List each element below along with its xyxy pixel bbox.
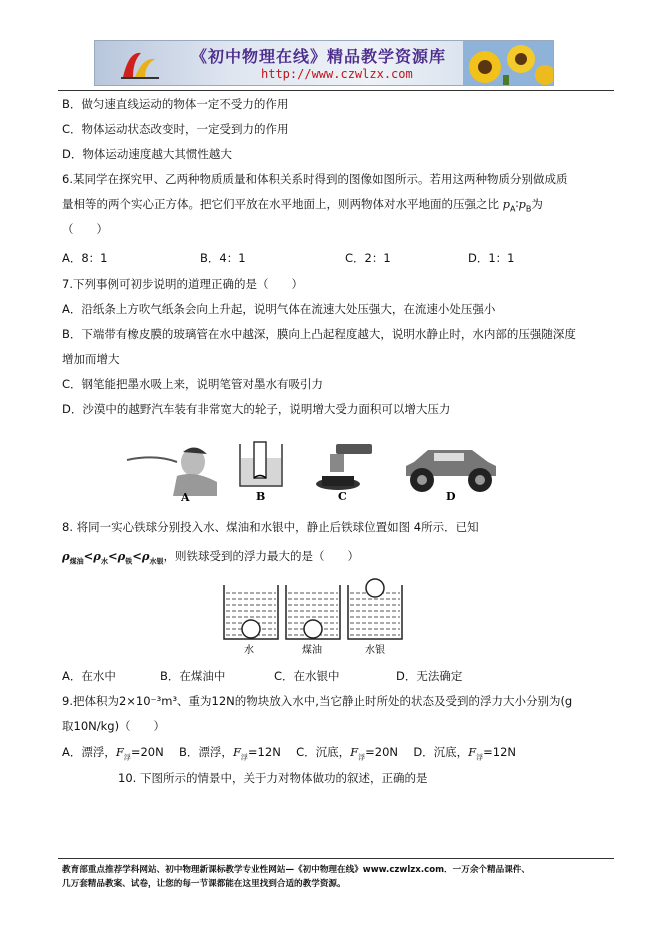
q7-figure-label-a: A <box>181 491 190 502</box>
q9-f-d: F <box>468 745 477 759</box>
beaker-label-water: 水 <box>244 645 254 656</box>
q8-sub-mercury: 水银 <box>149 557 164 566</box>
q8-rho-2: ρ <box>93 549 101 563</box>
banner-url: http://www.czwlzx.com <box>261 67 413 81</box>
q9-f-b: F <box>232 745 241 759</box>
beaker-kerosene <box>286 585 340 656</box>
q7-figure-label-c: C <box>338 490 347 502</box>
beaker-water <box>224 585 278 656</box>
q6-stem-line1: 6.某同学在探究甲、乙两种物质质量和体积关系时得到的图像如图所示。若用这两种物质分别做成质 <box>62 172 568 186</box>
q7-option-b-line1: B．下端带有橡皮膜的玻璃管在水中越深，膜向上凸起程度越大，说明水静止时，水内部的压强随深度 <box>62 327 576 341</box>
q8-sub-water: 水 <box>100 557 108 566</box>
q6-option-c: C．2：1 <box>345 251 391 265</box>
q6-p-symbol-a: p <box>502 197 511 211</box>
q8-figure-beakers <box>218 577 408 659</box>
q8-rho-3: ρ <box>117 549 126 563</box>
q8-option-c: C．在水银中 <box>274 669 340 683</box>
q6-stem-tail: 为 <box>531 197 543 211</box>
q10-stem: 10. 下图所示的情景中，关于力对物体做功的叙述，正确的是 <box>118 771 428 785</box>
q6-p-symbol-b: p <box>518 197 526 211</box>
q6-option-d: D．1：1 <box>468 251 515 265</box>
q9-option-a-value: =20N <box>130 745 164 759</box>
q9-f-a: F <box>115 745 124 759</box>
q7-stem: 7.下列事例可初步说明的道理正确的是（ ） <box>62 277 303 291</box>
site-logo-icon <box>119 47 163 81</box>
q8-option-a: A．在水中 <box>62 669 116 683</box>
q7-figure-c-fountain-pen <box>308 440 380 502</box>
q9-stem-line1: 9.把体积为2×10⁻³m³、重为12N的物块放入水中,当它静止时所处的状态及受到的浮力大小分别为(g <box>62 694 573 708</box>
q6-answer-paren: （ ） <box>62 222 108 236</box>
q8-lt-2: < <box>107 549 118 563</box>
q9-option-b-prefix: B．漂浮， <box>179 745 233 759</box>
q7-option-a: A．沿纸条上方吹气纸条会向上升起，说明气体在流速大处压强大，在流速小处压强小 <box>62 302 496 316</box>
sunflower-icon <box>463 41 553 86</box>
q8-sub-iron: 铁 <box>125 557 133 566</box>
q6-option-a: A．8：1 <box>62 251 108 265</box>
q6-stem-line2 <box>62 196 543 217</box>
q6-sub-b: B <box>525 204 532 214</box>
q8-lt-1: < <box>83 549 94 563</box>
q5-option-d: D．物体运动速度越大其惯性越大 <box>62 147 232 161</box>
q9-sub-c: 浮 <box>358 753 366 762</box>
beaker-label-kerosene: 煤油 <box>302 645 322 656</box>
q8-rho-1: ρ <box>62 549 70 563</box>
header-banner <box>94 40 554 86</box>
q6-stem-text: 量相等的两个实心正方体。把它们平放在水平地面上，则两物体对水平地面的压强之比 <box>62 197 499 211</box>
header-rule <box>58 90 614 91</box>
q7-option-d: D．沙漠中的越野汽车装有非常宽大的轮子，说明增大受力面积可以增大压力 <box>62 402 451 416</box>
q9-option-d-prefix: D．沉底， <box>413 745 469 759</box>
q6-option-b: B．4：1 <box>200 251 246 265</box>
q5-option-b: B．做匀速直线运动的物体一定不受力的作用 <box>62 97 289 111</box>
q8-lt-3: < <box>132 549 142 563</box>
q5-option-c: C．物体运动状态改变时，一定受到力的作用 <box>62 122 289 136</box>
q9-option-a-prefix: A．漂浮， <box>62 745 116 759</box>
q9-sub-d: 浮 <box>476 753 484 762</box>
q8-option-b: B．在煤油中 <box>160 669 226 683</box>
q7-figure-label-d: D <box>446 490 456 502</box>
banner-title: 《初中物理在线》精品教学资源库 <box>191 47 447 66</box>
q7-option-b-line2: 增加而增大 <box>62 352 120 366</box>
footer-line2: 几万套精品教案、试卷，让您的每一节课都能在这里找到合适的教学资源。 <box>62 879 346 889</box>
q9-option-d-value: =12N <box>483 745 517 759</box>
q9-f-c: F <box>350 745 359 759</box>
beaker-label-mercury: 水银 <box>365 645 385 656</box>
q7-figure-d-offroad-car <box>398 440 504 502</box>
q7-option-c: C．钢笔能把墨水吸上来，说明笔管对墨水有吸引力 <box>62 377 324 391</box>
q9-sub-a: 浮 <box>123 753 131 762</box>
q9-stem-line2: 取10N/kg)（ ） <box>62 719 166 733</box>
beaker-mercury <box>348 579 402 656</box>
footer-line1: 教育部重点推荐学科网站、初中物理新课标教学专业性网站—《初中物理在线》www.czwlzx.com．一万余个精品课件、 <box>62 865 530 875</box>
q7-figure-b-glass-tube <box>236 440 288 502</box>
q9-option-c-value: =20N <box>365 745 398 759</box>
q6-sub-a: A <box>510 204 516 214</box>
q9-options <box>62 744 516 765</box>
q8-stem-line1: 8. 将同一实心铁球分别投入水、煤油和水银中，静止后铁球位置如图 4所示．已知 <box>62 520 479 534</box>
q8-stem-tail: ，则铁球受到的浮力最大的是（ ） <box>163 549 360 563</box>
q8-stem-line2 <box>62 548 359 569</box>
q8-rho-4: ρ <box>141 549 150 563</box>
q6-colon: ∶ <box>515 197 519 211</box>
q9-sub-b: 浮 <box>240 753 248 762</box>
q9-option-b-value: =12N <box>247 745 281 759</box>
q8-option-d: D．无法确定 <box>396 669 463 683</box>
q9-option-c-prefix: C．沉底， <box>296 745 351 759</box>
q7-figure-label-b: B <box>256 490 266 502</box>
q7-figure-a-blowing-paper <box>125 440 225 502</box>
footer-rule <box>58 858 614 859</box>
q8-sub-kerosene: 煤油 <box>69 557 84 566</box>
